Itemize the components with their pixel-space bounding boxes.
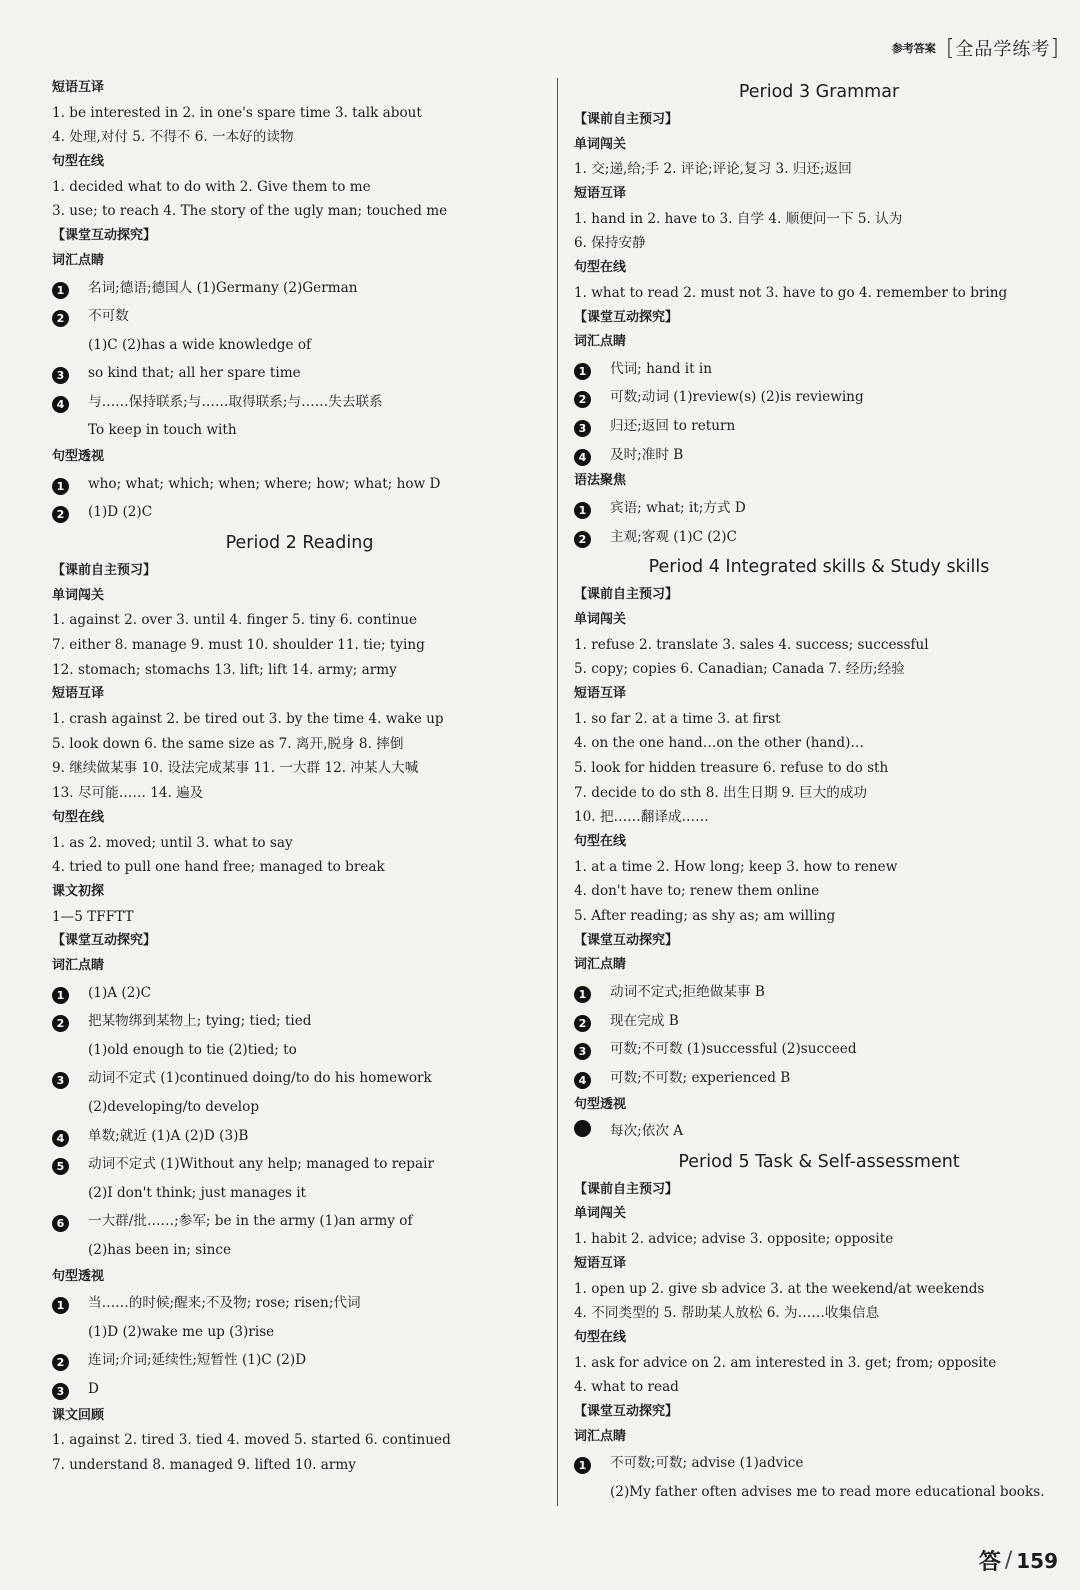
answer-text: 不可数;可数; advise (1)advice [610, 1455, 804, 1472]
subsection-heading: 句型透视 [52, 1268, 105, 1284]
footer-answer-mark: 答 [978, 1550, 1001, 1575]
column-divider [557, 78, 558, 1506]
number-badge: 3 [52, 1383, 69, 1400]
footer-separator: / [1004, 1548, 1013, 1573]
numbered-answer [52, 274, 547, 303]
answer-line: 6. 保持安静 [574, 235, 646, 252]
numbered-answer [574, 1035, 1064, 1064]
subsection-heading: 词汇点睛 [574, 1428, 627, 1444]
header-label: 参考答案 [891, 42, 936, 55]
answer-text: 代词; hand it in [610, 360, 712, 377]
numbered-answer [52, 1207, 547, 1236]
numbered-answer [52, 1122, 547, 1151]
answer-line: 1. 交;递,给;手 2. 评论;评论,复习 3. 归还;返回 [574, 161, 852, 178]
answer-line: 7. understand 8. managed 9. lifted 10. army [52, 1457, 356, 1473]
number-badge: 3 [574, 420, 591, 437]
section-bracket-heading: 【课前自主预习】 [574, 587, 679, 603]
numbered-answer [574, 355, 1064, 384]
numbered-answer [52, 1346, 547, 1375]
subsection-heading: 词汇点睛 [574, 957, 627, 973]
subsection-heading: 单词闯关 [574, 1206, 627, 1222]
number-badge: 1 [52, 282, 69, 299]
answer-text: 一大群/批……;参军; be in the army (1)an army of [88, 1213, 413, 1230]
period-heading: Period 3 Grammar [738, 82, 900, 102]
subsection-heading: 句型在线 [52, 809, 105, 825]
number-badge: 1 [574, 986, 591, 1003]
number-badge: 1 [574, 502, 591, 519]
numbered-answer [574, 412, 1064, 441]
left-column [52, 76, 547, 1478]
answer-line: 4. 不同类型的 5. 帮助某人放松 6. 为……收集信息 [574, 1305, 880, 1322]
answer-line: 4. what to read [574, 1379, 679, 1396]
number-badge: 2 [574, 531, 591, 548]
answer-line: 10. 把……翻译成…… [574, 809, 709, 826]
answer-text: 归还;返回 to return [610, 418, 736, 435]
section-bracket-heading: 【课堂互动探究】 [52, 228, 157, 244]
section-bracket-heading: 【课堂互动探究】 [574, 1403, 679, 1419]
numbered-answer [574, 1007, 1064, 1036]
number-badge: 3 [52, 1072, 69, 1089]
numbered-answer [52, 1064, 547, 1093]
page-header [892, 34, 1060, 62]
number-badge [574, 1120, 591, 1137]
answer-line: 7. either 8. manage 9. must 10. shoulder 11. tie; tying [52, 637, 425, 653]
answer-line: 1. at a time 2. How long; keep 3. how to renew [574, 858, 898, 875]
answer-text: so kind that; all her spare time [88, 365, 301, 382]
answer-line-indented: (2)My father often advises me to read more educational books. [610, 1483, 1045, 1500]
answer-text: 可数;不可数; experienced B [610, 1069, 791, 1086]
answer-text: 单数;就近 (1)A (2)D (3)B [88, 1127, 249, 1144]
numbered-answer [52, 359, 547, 388]
answer-text: 名词;德语;德国人 (1)Germany (2)German [88, 279, 358, 296]
answer-line: 5. look for hidden treasure 6. refuse to do sth [574, 759, 889, 776]
answer-line-indented: (1)old enough to tie (2)tied; to [88, 1041, 297, 1058]
answer-line: 5. copy; copies 6. Canadian; Canada 7. 经历;经验 [574, 661, 905, 678]
answer-line-indented: (2)developing/to develop [88, 1099, 260, 1115]
answer-line: 5. After reading; as shy as; am willing [574, 908, 836, 925]
numbered-answer [574, 978, 1064, 1007]
answer-line: 5. look down 6. the same size as 7. 离开,脱身 8. 摔倒 [52, 735, 404, 752]
subsection-heading: 单词闯关 [574, 136, 627, 152]
header-brand: [全品学练考] [945, 36, 1060, 61]
numbered-answer [52, 979, 547, 1008]
numbered-answer [52, 302, 547, 331]
answer-line: 1. ask for advice on 2. am interested in 3. get; from; opposite [574, 1354, 997, 1371]
answer-line-indented: (1)C (2)has a wide knowledge of [88, 336, 312, 353]
numbered-answer [574, 383, 1064, 412]
answer-line: 4. 处理,对付 5. 不得不 6. 一本好的读物 [52, 129, 294, 146]
subsection-heading: 句型在线 [574, 1329, 627, 1345]
answer-line: 1. open up 2. give sb advice 3. at the weekend/at weekends [574, 1280, 985, 1297]
numbered-answer [574, 1449, 1064, 1478]
answer-text: 动词不定式 (1)continued doing/to do his homework [88, 1070, 432, 1087]
subsection-heading: 句型在线 [574, 834, 627, 849]
answer-line: 3. use; to reach 4. The story of the ugly man; touched me [52, 203, 448, 220]
answer-line: 7. decide to do sth 8. 出生日期 9. 巨大的成功 [574, 784, 868, 801]
answer-text: D [88, 1381, 99, 1398]
numbered-answer [52, 470, 547, 499]
answer-text: 动词不定式 (1)Without any help; managed to repair [88, 1156, 434, 1173]
answer-text: 与……保持联系;与……取得联系;与……失去联系 [88, 393, 383, 410]
number-badge: 4 [52, 1130, 69, 1147]
answer-line: 1. what to read 2. must not 3. have to go 4. remember to bring [574, 284, 1008, 301]
number-badge: 2 [574, 391, 591, 408]
number-badge: 4 [574, 1072, 591, 1089]
answer-line: 1. against 2. over 3. until 4. finger 5. tiny 6. continue [52, 612, 418, 629]
answer-line-indented: To keep in touch with [88, 422, 237, 439]
number-badge: 1 [52, 478, 69, 495]
number-badge: 1 [52, 987, 69, 1004]
numbered-answer [574, 441, 1064, 470]
number-badge: 6 [52, 1215, 69, 1232]
subsection-heading: 词汇点睛 [52, 252, 105, 268]
answer-text: 连词;介词;延续性;短暂性 (1)C (2)D [88, 1352, 307, 1369]
period-heading: Period 5 Task & Self-assessment [678, 1151, 960, 1172]
answer-line: 4. tried to pull one hand free; managed to break [52, 859, 385, 876]
number-badge: 3 [52, 367, 69, 384]
answer-line: 4. on the one hand…on the other (hand)… [574, 735, 864, 752]
subsection-heading: 短语互译 [574, 1255, 627, 1271]
page-footer [979, 1545, 1058, 1576]
number-badge: 2 [574, 1015, 591, 1032]
answer-line: 12. stomach; stomachs 13. lift; lift 14. army; army [52, 661, 397, 678]
answer-line-indented: (1)D (2)wake me up (3)rise [88, 1323, 275, 1340]
section-bracket-heading: 【课前自主预习】 [574, 1181, 679, 1197]
answer-text: (1)D (2)C [88, 504, 153, 521]
subsection-heading: 词汇点睛 [574, 334, 627, 350]
numbered-answer [52, 1150, 547, 1179]
answer-line: 1. so far 2. at a time 3. at first [574, 710, 781, 727]
number-badge: 4 [52, 396, 69, 413]
number-badge: 2 [52, 1015, 69, 1032]
number-badge: 1 [52, 1297, 69, 1314]
numbered-answer [574, 1117, 1064, 1146]
answer-line: 1. be interested in 2. in one's spare time 3. talk about [52, 104, 422, 121]
answer-line: 1. refuse 2. translate 3. sales 4. success; successful [574, 636, 929, 653]
right-column [574, 76, 1064, 1507]
subsection-heading: 单词闯关 [574, 611, 627, 627]
subsection-heading: 词汇点睛 [52, 957, 105, 973]
subsection-heading: 课文初探 [52, 883, 105, 899]
answer-line: 13. 尽可能…… 14. 遍及 [52, 785, 204, 802]
number-badge: 4 [574, 449, 591, 466]
subsection-heading: 单词闯关 [52, 587, 105, 603]
subsection-heading: 短语互译 [574, 186, 627, 202]
subsection-heading: 句型透视 [574, 1096, 627, 1112]
number-badge: 1 [574, 363, 591, 380]
answer-text: 现在完成 B [610, 1012, 679, 1029]
section-bracket-heading: 【课前自主预习】 [52, 562, 157, 578]
number-badge: 3 [574, 1043, 591, 1060]
answer-line: 1. habit 2. advice; advise 3. opposite; opposite [574, 1231, 894, 1248]
numbered-answer [52, 1289, 547, 1318]
answer-text: 可数;不可数 (1)successful (2)succeed [610, 1041, 857, 1058]
answer-text: 主观;客观 (1)C (2)C [610, 528, 737, 545]
subsection-heading: 课文回顾 [52, 1407, 105, 1423]
section-bracket-heading: 【课堂互动探究】 [574, 932, 679, 948]
answer-text: (1)A (2)C [88, 984, 152, 1001]
answer-line: 1. hand in 2. have to 3. 自学 4. 顺便问一下 5. 认为 [574, 210, 903, 227]
numbered-answer [52, 1375, 547, 1404]
subsection-heading: 短语互译 [52, 80, 105, 95]
subsection-heading: 句型在线 [574, 260, 627, 276]
numbered-answer [574, 494, 1064, 523]
subsection-heading: 句型透视 [52, 449, 105, 465]
subsection-heading: 语法聚焦 [574, 473, 627, 489]
numbered-answer [52, 498, 547, 527]
section-bracket-heading: 【课堂互动探究】 [52, 933, 157, 949]
numbered-answer [574, 523, 1064, 552]
answer-text: 不可数 [88, 308, 129, 325]
period-heading: Period 2 Reading [225, 532, 374, 553]
number-badge: 5 [52, 1158, 69, 1175]
numbered-answer [574, 1064, 1064, 1093]
period-heading: Period 4 Integrated skills & Study skills [648, 557, 990, 578]
numbered-answer [52, 1007, 547, 1036]
answer-text: 宾语; what; it;方式 D [610, 499, 746, 516]
answer-text: 当……的时候;醒来;不及物; rose; risen;代词 [88, 1295, 361, 1312]
answer-text: 动词不定式;拒绝做某事 B [610, 984, 765, 1001]
answer-line: 4. don't have to; renew them online [574, 883, 820, 900]
answer-line: 9. 继续做某事 10. 设法完成某事 11. 一大群 12. 冲某人大喊 [52, 760, 419, 777]
number-badge: 1 [574, 1457, 591, 1474]
answer-text: 每次;依次 A [610, 1123, 684, 1140]
number-badge: 2 [52, 1354, 69, 1371]
answer-text: 把某物绑到某物上; tying; tied; tied [88, 1013, 312, 1030]
answer-line-indented: (2)has been in; since [88, 1241, 232, 1258]
answer-line: 1. against 2. tired 3. tied 4. moved 5. started 6. continued [52, 1432, 451, 1449]
section-bracket-heading: 【课前自主预习】 [574, 112, 679, 127]
answer-line-indented: (2)I don't think; just manages it [88, 1184, 307, 1201]
numbered-answer [52, 388, 547, 417]
section-bracket-heading: 【课堂互动探究】 [574, 309, 679, 325]
number-badge: 2 [52, 506, 69, 523]
number-badge: 2 [52, 310, 69, 327]
answer-line: 1—5 TFFTT [52, 908, 134, 925]
subsection-heading: 短语互译 [574, 685, 627, 701]
answer-text: 可数;动词 (1)review(s) (2)is reviewing [610, 389, 864, 406]
subsection-heading: 句型在线 [52, 154, 105, 170]
answer-line: 1. decided what to do with 2. Give them to me [52, 178, 371, 195]
page-number: 159 [1016, 1548, 1058, 1573]
subsection-heading: 短语互译 [52, 686, 105, 702]
answer-line: 1. crash against 2. be tired out 3. by the time 4. wake up [52, 711, 444, 728]
answer-line: 1. as 2. moved; until 3. what to say [52, 834, 293, 851]
answer-text: 及时;准时 B [610, 446, 684, 463]
answer-text: who; what; which; when; where; how; what; how D [88, 475, 441, 492]
